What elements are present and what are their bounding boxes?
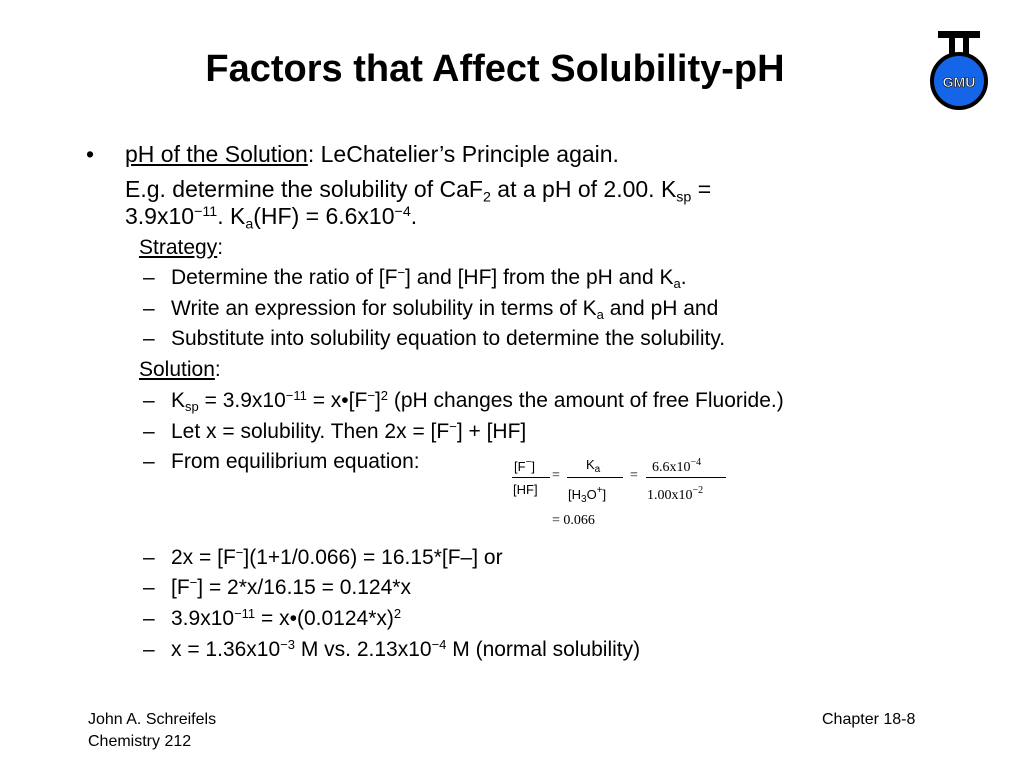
dash-icon: – <box>143 450 155 473</box>
dash-icon: – <box>143 297 155 320</box>
strategy-step-3: – Substitute into solubility equation to determine the solubility. <box>143 327 726 350</box>
logo-text: GMU <box>942 74 976 90</box>
solution-step-let-x: – Let x = solubility. Then 2x = [F−] + [HF] <box>143 418 527 443</box>
dash-icon: – <box>143 420 155 443</box>
solution-step-result: – $x = 1.36x10^{-3}$ M vs. $2.13x10^{-4}$ M (normal solubility) <box>143 636 641 661</box>
solution-step-ksp: – $K_{sp} = 3.9x10^{-11}$ = $x•[F^-]^2$ (pH changes the amount of free Fluoride.) <box>143 387 784 414</box>
example-line-2: $3.9x10^{-11}$. $K_a(HF) = 6.6x10^{-4}$. <box>125 203 418 233</box>
eq-equals-2: = <box>630 468 638 483</box>
dash-icon: – <box>143 576 155 599</box>
strategy-step-1: – Determine the ratio of [F−] and [HF] from the pH and $K_a$. <box>143 264 687 291</box>
equilibrium-equation <box>510 450 750 536</box>
eq-ka: $K_a$ <box>586 457 601 475</box>
gmu-flask-logo <box>926 28 992 112</box>
solution-step-f-minus: – [F−] = 2*x/16.15 = 0.124*x <box>143 574 411 599</box>
eq-f-minus: [F−] <box>514 457 536 474</box>
solution-heading: Solution: <box>139 358 221 381</box>
eq-ka-value: $6.6x10^{-4}$ <box>652 457 702 475</box>
eq-result: = 0.066 <box>552 513 595 528</box>
footer-course: Chemistry 212 <box>88 733 192 750</box>
eq-hf: [HF] <box>513 482 538 497</box>
solution-step-substitute: – $3.9x10^{-11}$ = $x•(0.0124*x)^2$ <box>143 605 402 630</box>
bullet-ph-of-solution: pH of the Solution: LeChatelier’s Principle again. <box>125 141 619 167</box>
solution-step-equilibrium: – From equilibrium equation: <box>143 450 420 473</box>
eq-equals-1: = <box>552 468 560 483</box>
strategy-heading: Strategy: <box>139 236 224 259</box>
dash-icon: – <box>143 546 155 569</box>
slide-title: Factors that Affect Solubility-pH <box>205 48 785 90</box>
solution-step-2x: – 2x = [F−](1+1/0.066) = 16.15*[F–] or <box>143 544 503 569</box>
dash-icon: – <box>143 266 155 289</box>
dash-icon: – <box>143 607 155 630</box>
eq-h3o-plus: $[H_3O^+]$ <box>568 485 607 505</box>
dash-icon: – <box>143 638 155 661</box>
eq-h3o-value: $1.00x10^{-2}$ <box>647 485 704 503</box>
dash-icon: – <box>143 389 155 412</box>
strategy-step-2: – Write an expression for solubility in terms of $K_a$ and pH and <box>143 297 719 322</box>
example-line-1: E.g. determine the solubility of CaF$_2$ at a pH of 2.00. $K_{sp}$ = <box>125 176 712 206</box>
dash-icon: – <box>143 327 155 350</box>
footer-page-number: Chapter 18-8 <box>822 711 916 728</box>
footer-author: John A. Schreifels <box>88 711 217 728</box>
bullet-icon: • <box>86 141 95 167</box>
